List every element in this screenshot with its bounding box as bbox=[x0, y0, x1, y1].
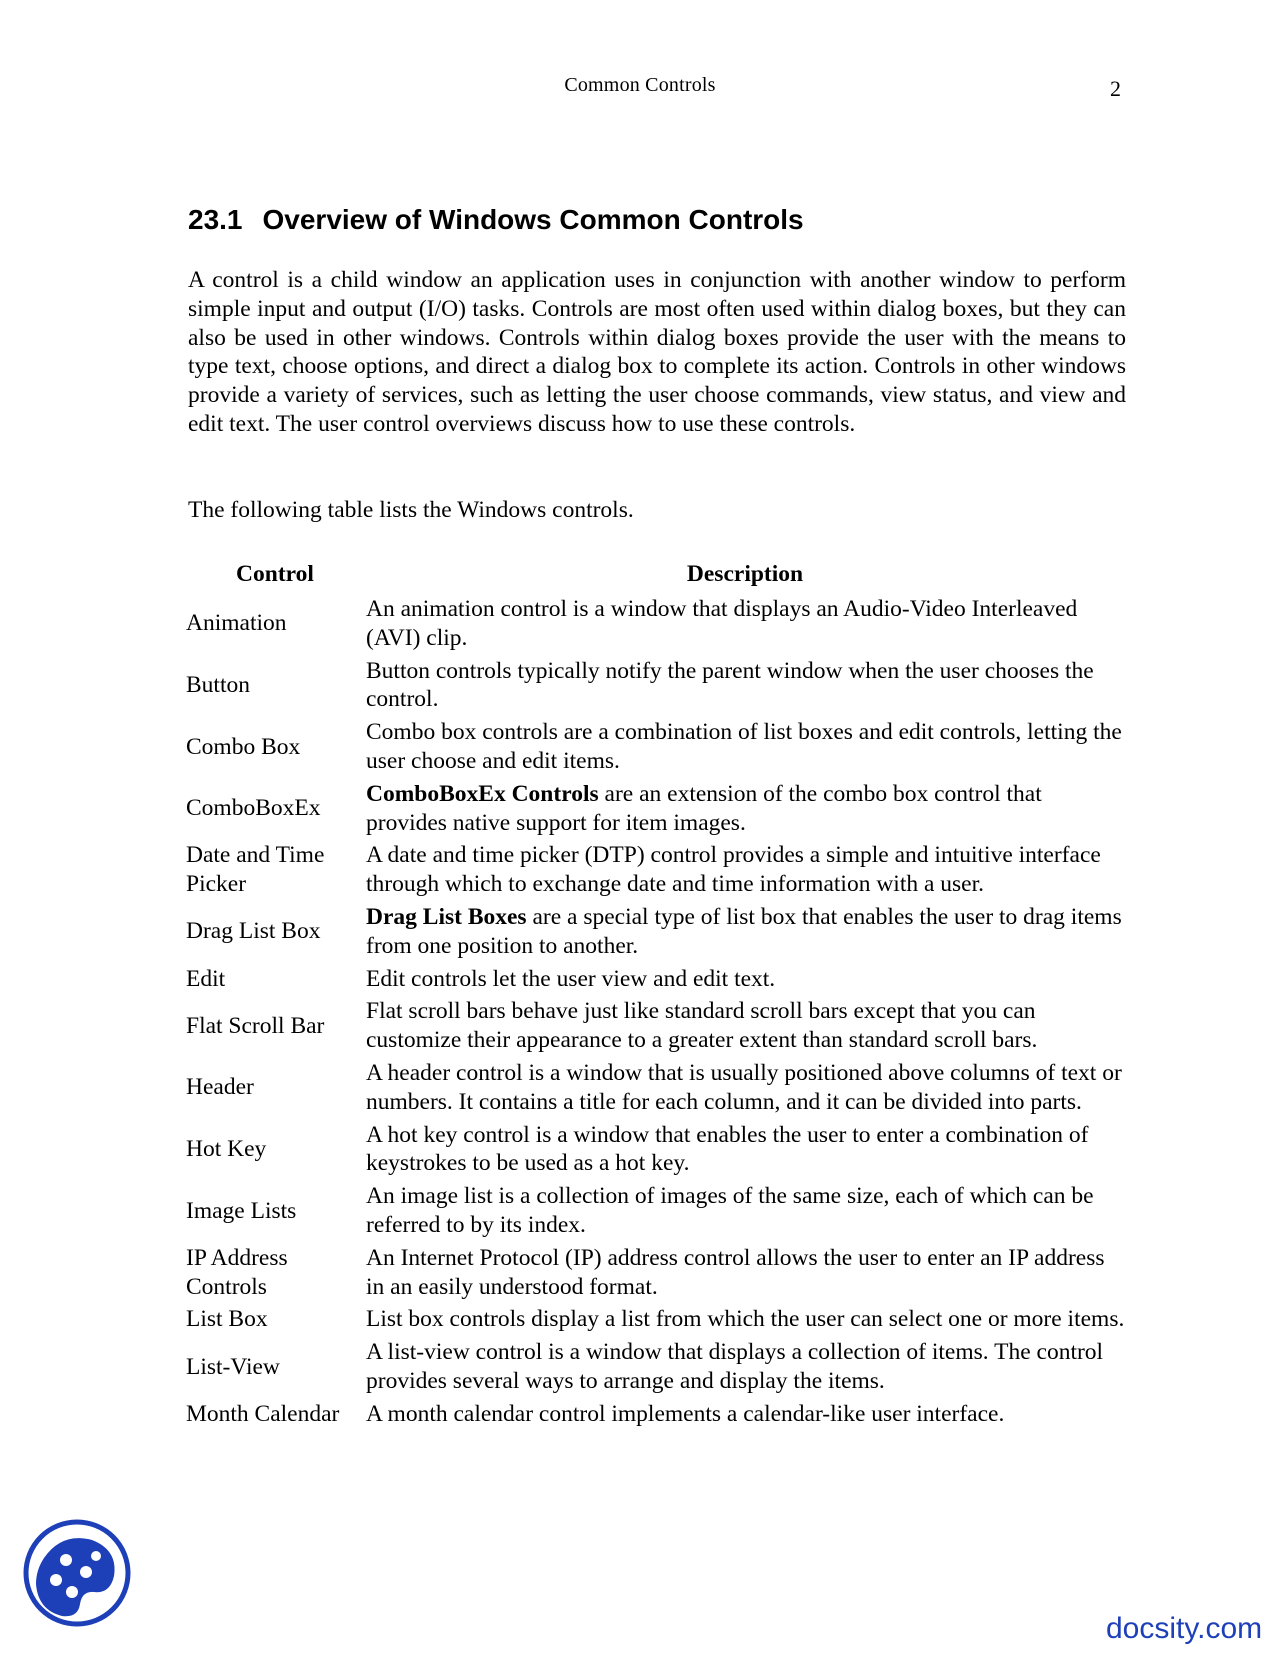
table-row bbox=[186, 996, 1126, 1058]
description-text: An Internet Protocol (IP) address control allows the user to enter an IP address in an easily understood format. bbox=[366, 1244, 1105, 1300]
table-row bbox=[186, 656, 1126, 718]
control-description-cell bbox=[364, 656, 1126, 718]
control-description-cell bbox=[364, 1399, 1126, 1432]
control-name-cell: IP Address Controls bbox=[186, 1244, 288, 1300]
docsity-logo-icon bbox=[22, 1518, 132, 1628]
description-text: An animation control is a window that displays an Audio-Video Interleaved (AVI) clip. bbox=[366, 596, 1078, 651]
table-header-row bbox=[186, 560, 1126, 594]
description-text: Button controls typically notify the parent window when the user chooses the control. bbox=[366, 657, 1094, 713]
control-description-cell bbox=[364, 1120, 1126, 1182]
description-text: A date and time picker (DTP) control provides a simple and intuitive interface through which to exchange date and time information with a user. bbox=[366, 842, 1101, 898]
control-name-cell: Edit bbox=[186, 965, 226, 992]
description-text: Flat scroll bars behave just like standard scroll bars except that you can customize their appearance to a greater extent than standard scroll bars. bbox=[366, 998, 1038, 1054]
description-text: are an extension of the combo box control that provides native support for item images. bbox=[366, 780, 1042, 836]
control-name-cell: Month Calendar bbox=[186, 1400, 340, 1427]
control-description-cell bbox=[364, 996, 1126, 1058]
table-row bbox=[186, 902, 1126, 964]
description-text: are a special type of list box that enables the user to drag items from one position to another. bbox=[366, 903, 1122, 959]
table-row bbox=[186, 594, 1126, 656]
docsity-brand-link[interactable]: docsity.com bbox=[1106, 1612, 1263, 1645]
control-description-cell bbox=[364, 840, 1126, 902]
control-column-header: Control bbox=[236, 561, 314, 587]
table-row bbox=[186, 1058, 1126, 1120]
control-name-cell: Button bbox=[186, 671, 250, 698]
control-description-cell bbox=[364, 1181, 1126, 1243]
control-description-cell bbox=[364, 964, 1126, 997]
control-name-cell: List-View bbox=[186, 1353, 280, 1380]
description-text: A month calendar control implements a calendar-like user interface. bbox=[366, 1400, 1005, 1427]
table-row bbox=[186, 840, 1126, 902]
table-row bbox=[186, 1337, 1126, 1399]
description-column-header: Description bbox=[686, 561, 804, 587]
description-text: Edit controls let the user view and edit text. bbox=[366, 965, 776, 992]
control-description-cell bbox=[364, 902, 1126, 964]
description-text: List box controls display a list from which the user can select one or more items. bbox=[366, 1306, 1125, 1333]
description-text: A hot key control is a window that enables the user to enter a combination of keystrokes to be used as a hot key. bbox=[366, 1121, 1089, 1177]
control-description-cell bbox=[364, 717, 1126, 779]
control-description-cell bbox=[364, 1304, 1126, 1337]
bold-term: Drag List Boxes bbox=[366, 903, 527, 930]
controls-table bbox=[186, 560, 1126, 1432]
table-row bbox=[186, 964, 1126, 997]
table-row bbox=[186, 1243, 1126, 1305]
control-name-cell: Image Lists bbox=[186, 1197, 297, 1224]
description-text: A header control is a window that is usually positioned above columns of text or numbers. It contains a title for each column, and it can be divided into parts. bbox=[366, 1059, 1122, 1115]
page-number: 2 bbox=[1110, 76, 1121, 101]
control-description-cell bbox=[364, 1243, 1126, 1305]
description-text: Combo box controls are a combination of list boxes and edit controls, letting the user choose and edit items. bbox=[366, 719, 1122, 774]
control-name-cell: Flat Scroll Bar bbox=[186, 1012, 325, 1039]
control-name-cell: List Box bbox=[186, 1306, 268, 1333]
control-name-cell: ComboBoxEx bbox=[186, 795, 321, 822]
intro-paragraph: A control is a child window an application uses in conjunction with another window to perform simple input and output (I/O) tasks. Controls are most often used within dialog boxes, but they can also be used in other windows. Controls within dialog boxes provide the user with the means to type text, choose options, and direct a dialog box to complete its action. Controls in other windows provide a variety of services, such as letting the user choose commands, view status, and view and edit text. The user control overviews discuss how to use these controls. bbox=[188, 267, 1126, 437]
control-description-cell bbox=[364, 779, 1126, 841]
control-name-cell: Drag List Box bbox=[186, 918, 321, 945]
section-title: Overview of Windows Common Controls bbox=[262, 204, 804, 235]
control-description-cell bbox=[364, 1058, 1126, 1120]
section-heading bbox=[188, 204, 804, 236]
control-name-cell: Combo Box bbox=[186, 733, 301, 760]
control-name-cell: Hot Key bbox=[186, 1135, 267, 1162]
table-row bbox=[186, 1399, 1126, 1432]
section-number: 23.1 bbox=[188, 204, 243, 235]
running-head: Common Controls bbox=[564, 74, 716, 96]
table-row bbox=[186, 1120, 1126, 1182]
description-text: An image list is a collection of images of the same size, each of which can be referred to by its index. bbox=[366, 1183, 1094, 1238]
control-name-cell: Header bbox=[186, 1074, 254, 1101]
table-body bbox=[186, 594, 1126, 1432]
description-text: A list-view control is a window that displays a collection of items. The control provides several ways to arrange and display the items. bbox=[366, 1339, 1104, 1394]
bold-term: ComboBoxEx Controls bbox=[366, 780, 599, 807]
control-name-cell: Animation bbox=[186, 610, 287, 637]
table-lead-sentence: The following table lists the Windows controls. bbox=[188, 497, 634, 523]
control-name-cell: Date and Time Picker bbox=[186, 842, 325, 898]
table-row bbox=[186, 717, 1126, 779]
table-row bbox=[186, 779, 1126, 841]
table-row bbox=[186, 1181, 1126, 1243]
control-description-cell bbox=[364, 594, 1126, 656]
table-row bbox=[186, 1304, 1126, 1337]
control-description-cell bbox=[364, 1337, 1126, 1399]
